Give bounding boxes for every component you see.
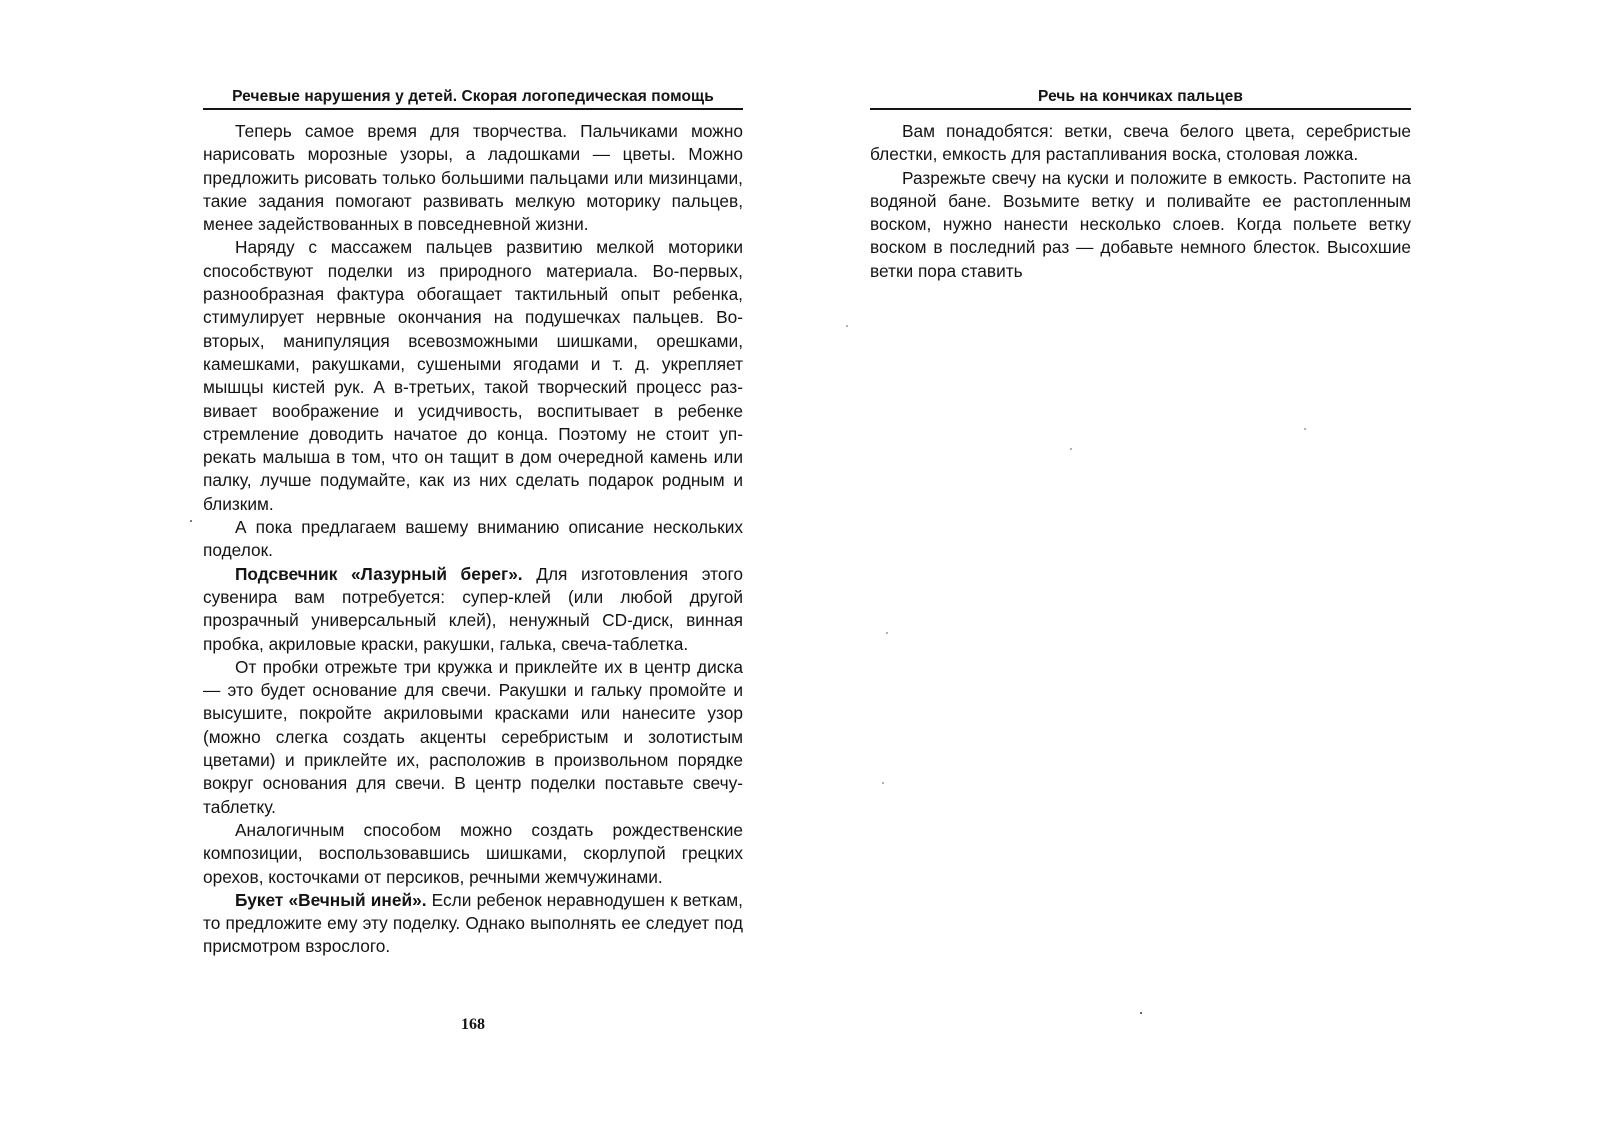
page-number: 168: [461, 1016, 485, 1033]
scan-speck: [882, 782, 884, 784]
paragraph: [203, 563, 743, 656]
scan-speck: [190, 520, 192, 522]
craft-heading: Подсвечник «Лазурный берег».: [235, 563, 523, 584]
paragraph-text: Если ребенок неравнодушен к веткам, то предложите ему эту поделку. Однако выполнять ее следует под присмотром взрослого.: [203, 889, 743, 957]
scan-speck: [846, 325, 848, 327]
scan-speck: [1070, 448, 1072, 450]
paragraph: [203, 889, 743, 959]
scan-speck: [1140, 1012, 1142, 1014]
scan-speck: [1304, 428, 1306, 430]
paragraph: А пока предлагаем вашему вниманию описание нескольких поделок.: [203, 517, 743, 561]
paragraph: Теперь самое время для творчества. Пальчиками можно нарисовать морозные узоры, а ладошками — цветы. Можно предложить рисовать только большими пальцами или мизинцами, такие задания помогают развивать мелкую моторику пальцев, менее задействованных в повседневной жизни.: [203, 121, 743, 235]
paragraph-text: Для изготовления этого сувенира вам потребуется: супер-клей (или любой другой прозрачный универсальный клей), ненужный CD-диск, винная пробка, акриловые краски, ракушки, галька, свеча-таблетка.: [203, 563, 744, 654]
running-head-right: Речь на кончиках пальцев: [870, 88, 1411, 110]
left-page-body: [203, 120, 743, 959]
left-page: [203, 88, 743, 1048]
right-page: [870, 88, 1411, 388]
paragraph: Аналогичным способом можно создать рождественские композиции, воспользовавшись шишками, скорлупой грецких орехов, косточками от персиков, речными жемчужинами.: [203, 819, 743, 887]
right-page-body: [870, 120, 1411, 283]
paragraph: От пробки отрежьте три кружка и приклейте их в центр диска — это будет основание для свечи. Ракушки и гальку промойте и высушите, покройте акриловыми красками или нанесите узор (можно слегка создать акценты серебристым и золотистым цветами) и приклейте их, расположив в произвольном порядке вокруг основания для свечи. В центр поделки поставьте свечу-таблетку.: [203, 656, 743, 817]
running-head-left: Речевые нарушения у детей. Скорая логопедическая помощь: [203, 88, 743, 110]
paragraph: Наряду с массажем пальцев развитию мелкой моторики способствуют поделки из природного материала. Во-первых, разнообразная фактура обогащает тактильный опыт ребенка, стимулирует нервные окончания на подушечках пальцев. Вовторых, манипуляция всевозможными шишками, орешками, камешками, ракушками, сушеными ягодами и т. д. укрепляет мышцы кистей рук. А в-третьих, такой творческий процесс развивает воображение и усидчивость, воспитывает в ребенке стремление доводить начатое до конца. Поэтому не стоит упрекать малыша в том, что он тащит в дом очередной камень или палку, лучше подумайте, как из них сделать подарок родным и близким.: [203, 237, 743, 514]
craft-heading: Букет «Вечный иней».: [235, 889, 427, 910]
paragraph: Разрежьте свечу на куски и положите в емкость. Растопите на водяной бане. Возьмите ветку и поливайте ее растопленным воском, нужно нанести несколько слоев. Когда польете ветку воском в последний раз — добавьте немного блесток. Высохшие ветки пора ставить: [870, 167, 1411, 281]
scan-speck: [886, 632, 888, 634]
paragraph: Вам понадобятся: ветки, свеча белого цвета, серебристые блестки, емкость для растапливания воска, столовая ложка.: [870, 121, 1411, 165]
